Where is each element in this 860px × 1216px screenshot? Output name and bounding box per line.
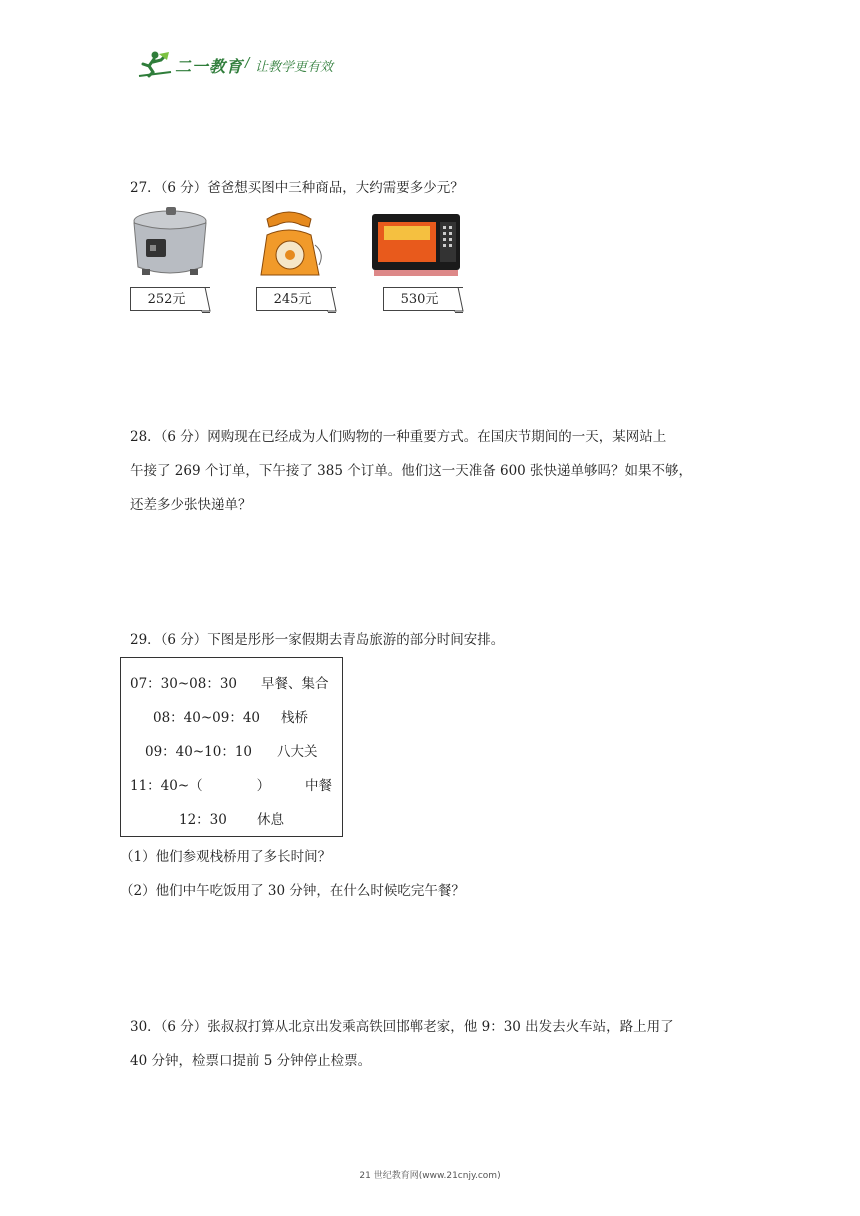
question-28 <box>130 420 692 522</box>
schedule-activity-3: 八大关 <box>277 744 318 760</box>
slogan: 让教学更有效 <box>255 60 334 75</box>
schedule-time-1: 07：30~08：30 <box>130 676 238 692</box>
q28-line-2: 午接了 269 个订单，下午接了 385 个订单。他们这一天准备 600 张快递单够吗？如果不够， <box>130 463 693 479</box>
logo-text: 二一教育 <box>175 57 244 76</box>
price-tag-microwave <box>383 287 455 311</box>
telephone-icon <box>253 205 328 280</box>
schedule-activity-1: 早餐、集合 <box>261 676 329 692</box>
header-separator: / <box>245 56 250 71</box>
price-tag-rice-cooker <box>130 287 202 311</box>
schedule-time-4: 11：40~（ ） <box>130 778 271 794</box>
q29-sub-1: （1）他们参观栈桥用了多长时间？ <box>120 849 332 865</box>
q28-line-1: 28．（6 分）网购现在已经成为人们购物的一种重要方式。在国庆节期间的一天，某网站上 <box>130 429 667 445</box>
price-telephone: 245元 <box>273 292 312 307</box>
price-rice-cooker: 252元 <box>147 292 186 307</box>
q29-sub-2: （2）他们中午吃饭用了 30 分钟，在什么时候吃完午餐？ <box>120 883 465 899</box>
schedule-box <box>120 657 343 837</box>
microwave-icon <box>370 212 462 278</box>
price-tag-telephone <box>256 287 328 311</box>
q28-line-3: 还差多少张快递单？ <box>130 497 252 513</box>
tag-fold-icon <box>454 287 464 312</box>
schedule-time-2: 08：40~09：40 <box>153 710 261 726</box>
question-27: 27．（6 分）爸爸想买图中三种商品，大约需要多少元？ <box>130 180 464 196</box>
question-30 <box>130 1010 674 1078</box>
runner-logo-icon <box>135 50 175 80</box>
schedule-activity-5: 休息 <box>257 812 284 828</box>
schedule-activity-4: 中餐 <box>305 778 332 794</box>
schedule-time-5: 12：30 <box>179 812 227 828</box>
price-microwave: 530元 <box>400 292 439 307</box>
q30-line-1: 30．（6 分）张叔叔打算从北京出发乘高铁回邯郸老家，他 9：30 出发去火车站，路上用了 <box>130 1019 674 1035</box>
rice-cooker-icon <box>128 205 213 280</box>
question-29: 29．（6 分）下图是彤彤一家假期去青岛旅游的部分时间安排。 <box>130 632 505 648</box>
schedule-activity-2: 栈桥 <box>281 710 308 726</box>
q30-line-2: 40 分钟，检票口提前 5 分钟停止检票。 <box>130 1053 372 1069</box>
header-logo <box>135 48 435 82</box>
schedule-time-3: 09：40~10：10 <box>145 744 253 760</box>
footer[interactable]: 21 世纪教育网(www.21cnjy.com) <box>359 1171 501 1181</box>
tag-fold-icon <box>327 287 337 312</box>
tag-fold-icon <box>201 287 211 312</box>
